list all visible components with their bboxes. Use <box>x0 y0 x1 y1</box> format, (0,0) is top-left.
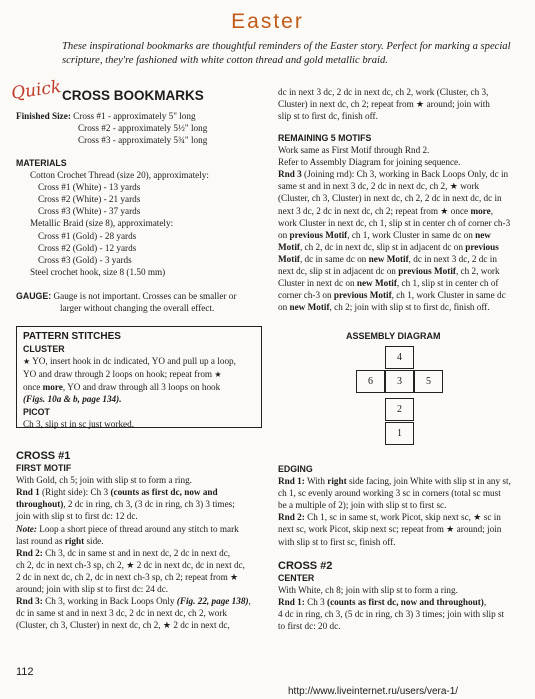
pattern-stitches-box <box>16 326 262 428</box>
figure-reference: (Fig. 22, page 138) <box>176 596 249 607</box>
materials-line: Cross #3 (White) - 37 yards <box>38 206 141 217</box>
cross1-bold: throughout) <box>16 499 64 510</box>
page-title: Easter <box>231 10 304 33</box>
heading-cross-bookmarks: CROSS BOOKMARKS <box>62 88 204 103</box>
cross1-line: (Right side): Ch 3 <box>39 487 111 498</box>
cross2-heading: CROSS #2 <box>278 560 333 572</box>
gauge-label: GAUGE: <box>16 291 52 301</box>
remaining-bold: Motif <box>278 253 300 264</box>
edging-line: next sc, work Picot, skip next sc; repeat from ★ around; join <box>278 524 502 535</box>
remaining-line: (Cluster, ch 3, Cluster) in next dc, ch 2, 2 dc in next dc, dc in <box>278 193 502 204</box>
cross1-line: Ch 3, dc in same st and in next dc, 2 dc in next dc, <box>42 547 231 558</box>
cross1-line: (Cluster, ch 3, Cluster) in next dc, ch 2, ★ 2 dc in next dc, <box>16 620 230 631</box>
intro-text: These inspirational bookmarks are thoughtful reminders of the Easter story. Perfect for marking a special scripture, they're fashioned with white cotton thread and gold metallic braid. <box>62 41 511 66</box>
source-url: http://www.liveinternet.ru/users/vera-1/ <box>288 686 459 697</box>
remaining-bold: previous Motif <box>289 229 348 240</box>
motif-cell: 2 <box>385 398 414 421</box>
cross1-line: last round as <box>16 535 65 546</box>
cross1-heading: CROSS #1 <box>16 450 71 462</box>
remaining-line: corner ch-3 on <box>278 290 334 301</box>
remaining-bold: previous <box>465 241 499 252</box>
edging-bold: right <box>327 476 347 487</box>
remaining-line: , dc in same dc on <box>299 253 369 264</box>
cross1-line: , <box>248 596 251 607</box>
remaining-line: Work same as First Motif through Rnd 2. <box>278 145 430 156</box>
remaining-line: , <box>490 205 493 216</box>
rnd-label: Rnd 3 <box>278 169 302 180</box>
cross1-line: ch 2, dc in next ch-3 sp, ch 2, ★ 2 dc in next dc, dc in next dc, <box>16 559 245 570</box>
remaining-bold: new Motif <box>356 278 397 289</box>
materials-line: Cross #2 (White) - 21 yards <box>38 194 141 205</box>
finished-line: Cross #1 - approximately 5" long <box>73 111 196 121</box>
remaining-bold: new Motif <box>368 253 409 264</box>
edging-line: side facing, join White with slip st in any st, <box>346 476 511 487</box>
motif-cell: 1 <box>385 422 414 445</box>
materials-line: Cross #1 (White) - 13 yards <box>38 182 141 193</box>
materials-line: Cross #1 (Gold) - 28 yards <box>38 230 137 241</box>
cross1-block <box>16 450 266 631</box>
right-line: Cluster) in next dc, ch 2; repeat from ★ around; join with <box>278 99 490 110</box>
right-top-block <box>278 86 528 122</box>
figure-reference: (Figs. 10a & b, page 134). <box>23 394 122 405</box>
cross1-bold: (counts as first dc, now and <box>110 487 218 498</box>
finished-line: Cross #2 - approximately 5½" long <box>78 123 208 134</box>
materials-heading: MATERIALS <box>16 158 67 168</box>
assembly-diagram <box>355 346 445 446</box>
cross1-line: 2 dc in next dc, ch 2, dc in next ch-3 sp, ch 2; repeat from ★ <box>16 571 239 582</box>
assembly-heading: ASSEMBLY DIAGRAM <box>346 331 441 341</box>
remaining-heading: REMAINING 5 MOTIFS <box>278 133 372 143</box>
motif-cell: 6 <box>356 370 385 393</box>
cross2-line: 4 dc in ring, ch 3, (5 dc in ring, ch 3) 3 times; join with slip st <box>278 609 505 620</box>
page-number: 112 <box>16 666 34 678</box>
remaining-bold: previous Motif <box>333 290 392 301</box>
note-label: Note: <box>16 523 37 534</box>
materials-line: Steel crochet hook, size 8 (1.50 mm) <box>30 266 166 277</box>
materials-line: Cotton Crochet Thread (size 20), approximately: <box>30 170 209 181</box>
star-icon: ★ <box>23 357 31 367</box>
motif-cell: 4 <box>385 346 414 369</box>
cross1-line: dc in same st and in next 3 dc, 2 dc in next dc, ch 2, work <box>16 608 228 619</box>
rnd-label: Rnd 2: <box>278 512 305 523</box>
gauge-block <box>16 290 266 314</box>
materials-line: Cross #3 (Gold) - 3 yards <box>38 254 132 265</box>
remaining-line: on <box>278 229 290 240</box>
picot-heading: PICOT <box>23 406 50 417</box>
edging-line: Ch 1, sc in same st, work Picot, skip next sc, ★ sc in <box>304 512 501 523</box>
pattern-heading: PATTERN STITCHES <box>23 331 121 342</box>
remaining-line: , ch 2, dc in next dc, slip st in adjacent dc on <box>299 241 466 252</box>
quick-label: Quick <box>10 77 63 104</box>
remaining-line: Cluster in next dc on <box>278 278 357 289</box>
remaining-line: next dc, slip st in adjacent dc on <box>278 266 399 277</box>
center-heading: CENTER <box>278 573 315 584</box>
edging-block <box>278 463 530 548</box>
motif-cell: 5 <box>414 370 443 393</box>
cross1-line: around; join with slip st to first dc: 24 dc. <box>16 584 169 595</box>
remaining-motifs-block <box>278 132 530 313</box>
cross2-line: , <box>483 597 487 608</box>
remaining-line: (Joining rnd): Ch 3, working in Back Loops Only, dc in <box>301 169 509 180</box>
finished-line: Cross #3 - approximately 5¾" long <box>78 135 208 146</box>
cross1-line: side. <box>84 535 104 546</box>
cluster-heading: CLUSTER <box>23 344 65 355</box>
edging-line: ch 1, sc evenly around working 3 sc in corners (total sc must <box>278 488 501 499</box>
materials-block <box>16 157 266 278</box>
materials-line: Cross #2 (Gold) - 12 yards <box>38 242 137 253</box>
right-line: dc in next 3 dc, 2 dc in next dc, ch 2, work (Cluster, ch 3, <box>278 87 489 97</box>
remaining-bold: new Motif <box>289 302 330 313</box>
cross1-line: Ch 3, working in Back Loops Only <box>42 596 177 607</box>
cross1-bold: right <box>64 535 85 546</box>
picot-line: Ch 3, slip st in sc just worked. <box>23 418 135 429</box>
remaining-bold: previous Motif <box>398 266 456 277</box>
rnd-label: Rnd 2: <box>16 547 43 558</box>
remaining-line: same st and in next 3 dc, 2 dc in next dc, ch 2, ★ work <box>278 181 480 192</box>
gauge-line: Gauge is not important. Crosses can be smaller or <box>53 291 237 301</box>
pattern-line: , YO and draw through all 3 loops on hook <box>62 382 221 393</box>
cross2-line: With White, ch 8; join with slip st to form a ring. <box>278 585 458 596</box>
edging-heading: EDGING <box>278 464 313 474</box>
cross1-line: join with slip st to first dc: 12 dc. <box>16 511 138 522</box>
remaining-line: Refer to Assembly Diagram for joining sequence. <box>278 157 461 168</box>
pattern-line: YO and draw through 2 loops on hook; repeat from <box>23 369 213 380</box>
finished-label: Finished Size: <box>16 111 71 121</box>
pattern-line: YO, insert hook in dc indicated, YO and pull up a loop, <box>32 356 236 367</box>
remaining-bold: more <box>470 205 491 216</box>
edging-line: be a multiple of 2); join with slip st to first sc. <box>278 500 447 511</box>
rnd-label: Rnd 1 <box>16 487 40 498</box>
gauge-line: larger without changing the overall effect. <box>60 303 215 314</box>
rnd-label: Rnd 3: <box>16 596 43 607</box>
materials-line: Metallic Braid (size 8), approximately: <box>30 218 174 229</box>
remaining-line: next 3 dc, 2 dc in next dc, ch 2; repeat from ★ once <box>278 205 471 216</box>
rnd-label: Rnd 1: <box>278 476 305 487</box>
cross1-line: , 2 dc in ring, ch 3, (3 dc in ring, ch 3) 3 times; <box>63 499 235 510</box>
remaining-line: , ch 2; join with slip st to first dc, finish off. <box>329 302 490 313</box>
remaining-line: , ch 1, work Cluster in same dc on <box>347 229 476 240</box>
cross2-line: Ch 3 <box>304 597 328 608</box>
finished-size-block <box>16 110 266 146</box>
remaining-bold: new <box>475 229 491 240</box>
right-line: slip st to first dc, finish off. <box>278 111 378 122</box>
pattern-bold: more <box>42 382 63 393</box>
edging-line: With <box>304 476 328 487</box>
cross2-block <box>278 560 530 633</box>
remaining-line: , ch 2, work <box>455 266 500 277</box>
cross2-bold: (counts as first dc, now and throughout) <box>327 597 484 608</box>
remaining-bold: Motif <box>278 241 300 252</box>
cross2-line: to first dc: 20 dc. <box>278 621 341 632</box>
remaining-line: , ch 1, slip st in center ch of <box>396 278 499 289</box>
pattern-line: once <box>23 382 41 393</box>
star-icon: ★ <box>214 370 222 380</box>
motif-cell: 3 <box>385 370 414 393</box>
remaining-line: , dc in next 3 dc, 2 dc in <box>408 253 497 264</box>
cross1-line: Loop a short piece of thread around any stitch to mark <box>36 523 239 534</box>
rnd-label: Rnd 1: <box>278 597 305 608</box>
first-motif-heading: FIRST MOTIF <box>16 463 72 474</box>
edging-line: with slip st to first sc, finish off. <box>278 536 396 547</box>
remaining-line: , ch 1, work Cluster in same dc <box>391 290 506 301</box>
remaining-line: on <box>278 302 290 313</box>
cross1-line: With Gold, ch 5; join with slip st to form a ring. <box>16 475 192 486</box>
remaining-line: work Cluster in next dc, ch 1, slip st in center ch of corner ch-3 <box>278 217 511 228</box>
